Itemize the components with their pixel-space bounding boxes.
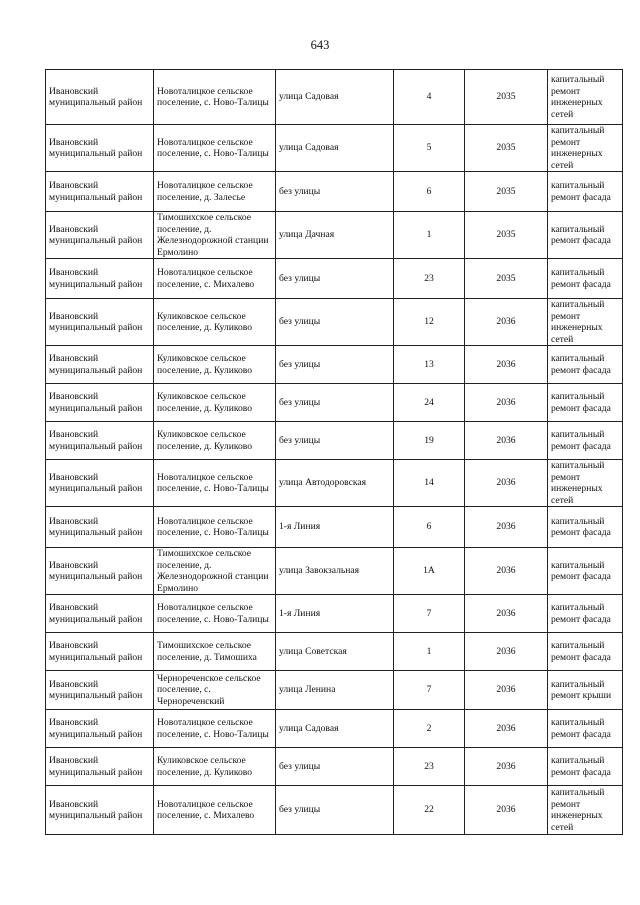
registry-table — [45, 69, 623, 835]
settlement-cell: Куликовское сельское поселение, д. Куликово — [154, 384, 276, 422]
district-cell: Ивановский муниципальный район — [46, 710, 154, 748]
work-type-cell: капитальный ремонт инженерных сетей — [548, 460, 623, 507]
settlement-cell: Новоталицкое сельское поселение, с. Ново-Талицы — [154, 595, 276, 633]
district-cell: Ивановский муниципальный район — [46, 671, 154, 710]
settlement-cell: Тимошихское сельское поселение, д. Железнодорожной станции Ермолино — [154, 548, 276, 595]
table-row — [46, 212, 623, 259]
year-cell: 2036 — [465, 671, 548, 710]
work-type-cell: капитальный ремонт фасада — [548, 172, 623, 212]
house-number-cell: 19 — [394, 422, 465, 460]
street-cell: улица Советская — [276, 633, 394, 671]
work-type-cell: капитальный ремонт фасада — [548, 384, 623, 422]
district-cell: Ивановский муниципальный район — [46, 384, 154, 422]
district-cell: Ивановский муниципальный район — [46, 346, 154, 384]
street-cell: улица Завокзальная — [276, 548, 394, 595]
street-cell: улица Садовая — [276, 125, 394, 172]
year-cell: 2036 — [465, 384, 548, 422]
year-cell: 2036 — [465, 507, 548, 548]
settlement-cell: Тимошихское сельское поселение, д. Тимошиха — [154, 633, 276, 671]
table-row — [46, 259, 623, 299]
work-type-cell: капитальный ремонт фасада — [548, 748, 623, 786]
settlement-cell: Новоталицкое сельское поселение, с. Ново-Талицы — [154, 507, 276, 548]
house-number-cell: 6 — [394, 507, 465, 548]
house-number-cell: 7 — [394, 595, 465, 633]
work-type-cell: капитальный ремонт инженерных сетей — [548, 125, 623, 172]
house-number-cell: 2 — [394, 710, 465, 748]
table-row — [46, 460, 623, 507]
work-type-cell: капитальный ремонт фасада — [548, 422, 623, 460]
work-type-cell: капитальный ремонт фасада — [548, 346, 623, 384]
house-number-cell: 12 — [394, 299, 465, 346]
house-number-cell: 24 — [394, 384, 465, 422]
settlement-cell: Новоталицкое сельское поселение, с. Ново-Талицы — [154, 125, 276, 172]
work-type-cell: капитальный ремонт инженерных сетей — [548, 786, 623, 835]
house-number-cell: 23 — [394, 748, 465, 786]
street-cell: улица Садовая — [276, 70, 394, 125]
year-cell: 2035 — [465, 212, 548, 259]
table-row — [46, 786, 623, 835]
street-cell: без улицы — [276, 259, 394, 299]
table-row — [46, 507, 623, 548]
work-type-cell: капитальный ремонт фасада — [548, 633, 623, 671]
house-number-cell: 6 — [394, 172, 465, 212]
year-cell: 2035 — [465, 125, 548, 172]
year-cell: 2036 — [465, 748, 548, 786]
settlement-cell: Новоталицкое сельское поселение, с. Ново-Талицы — [154, 710, 276, 748]
house-number-cell: 14 — [394, 460, 465, 507]
district-cell: Ивановский муниципальный район — [46, 259, 154, 299]
house-number-cell: 1А — [394, 548, 465, 595]
settlement-cell: Новоталицкое сельское поселение, с. Ново-Талицы — [154, 70, 276, 125]
year-cell: 2036 — [465, 299, 548, 346]
year-cell: 2036 — [465, 595, 548, 633]
table-row — [46, 172, 623, 212]
street-cell: без улицы — [276, 299, 394, 346]
district-cell: Ивановский муниципальный район — [46, 748, 154, 786]
work-type-cell: капитальный ремонт фасада — [548, 212, 623, 259]
street-cell: улица Автодоровская — [276, 460, 394, 507]
street-cell: улица Садовая — [276, 710, 394, 748]
table-row — [46, 595, 623, 633]
work-type-cell: капитальный ремонт фасада — [548, 259, 623, 299]
settlement-cell: Новоталицкое сельское поселение, д. Залесье — [154, 172, 276, 212]
street-cell: без улицы — [276, 422, 394, 460]
district-cell: Ивановский муниципальный район — [46, 548, 154, 595]
house-number-cell: 5 — [394, 125, 465, 172]
street-cell: 1-я Линия — [276, 507, 394, 548]
year-cell: 2035 — [465, 172, 548, 212]
year-cell: 2036 — [465, 710, 548, 748]
work-type-cell: капитальный ремонт инженерных сетей — [548, 70, 623, 125]
year-cell: 2036 — [465, 422, 548, 460]
settlement-cell: Куликовское сельское поселение, д. Куликово — [154, 422, 276, 460]
work-type-cell: капитальный ремонт фасада — [548, 507, 623, 548]
district-cell: Ивановский муниципальный район — [46, 70, 154, 125]
district-cell: Ивановский муниципальный район — [46, 172, 154, 212]
settlement-cell: Куликовское сельское поселение, д. Куликово — [154, 299, 276, 346]
street-cell: 1-я Линия — [276, 595, 394, 633]
settlement-cell: Тимошихское сельское поселение, д. Железнодорожной станции Ермолино — [154, 212, 276, 259]
district-cell: Ивановский муниципальный район — [46, 786, 154, 835]
district-cell: Ивановский муниципальный район — [46, 633, 154, 671]
registry-body — [46, 70, 623, 835]
house-number-cell: 7 — [394, 671, 465, 710]
street-cell: улица Ленина — [276, 671, 394, 710]
district-cell: Ивановский муниципальный район — [46, 212, 154, 259]
year-cell: 2036 — [465, 548, 548, 595]
table-row — [46, 384, 623, 422]
settlement-cell: Новоталицкое сельское поселение, с. Михалево — [154, 786, 276, 835]
settlement-cell: Куликовское сельское поселение, д. Куликово — [154, 346, 276, 384]
table-row — [46, 710, 623, 748]
settlement-cell: Куликовское сельское поселение, д. Куликово — [154, 748, 276, 786]
district-cell: Ивановский муниципальный район — [46, 125, 154, 172]
page-number: 643 — [310, 38, 330, 52]
settlement-cell: Чернореченское сельское поселение, с. Чернореченский — [154, 671, 276, 710]
house-number-cell: 1 — [394, 633, 465, 671]
street-cell: улица Дачная — [276, 212, 394, 259]
district-cell: Ивановский муниципальный район — [46, 460, 154, 507]
work-type-cell: капитальный ремонт инженерных сетей — [548, 299, 623, 346]
year-cell: 2036 — [465, 786, 548, 835]
house-number-cell: 1 — [394, 212, 465, 259]
district-cell: Ивановский муниципальный район — [46, 299, 154, 346]
work-type-cell: капитальный ремонт крыши — [548, 671, 623, 710]
table-row — [46, 633, 623, 671]
district-cell: Ивановский муниципальный район — [46, 507, 154, 548]
street-cell: без улицы — [276, 384, 394, 422]
table-row — [46, 346, 623, 384]
street-cell: без улицы — [276, 172, 394, 212]
table-row — [46, 70, 623, 125]
table-row — [46, 748, 623, 786]
district-cell: Ивановский муниципальный район — [46, 422, 154, 460]
street-cell: без улицы — [276, 786, 394, 835]
table-row — [46, 299, 623, 346]
table-row — [46, 671, 623, 710]
settlement-cell: Новоталицкое сельское поселение, с. Ново-Талицы — [154, 460, 276, 507]
house-number-cell: 4 — [394, 70, 465, 125]
district-cell: Ивановский муниципальный район — [46, 595, 154, 633]
street-cell: без улицы — [276, 748, 394, 786]
year-cell: 2036 — [465, 460, 548, 507]
house-number-cell: 23 — [394, 259, 465, 299]
year-cell: 2035 — [465, 259, 548, 299]
street-cell: без улицы — [276, 346, 394, 384]
house-number-cell: 13 — [394, 346, 465, 384]
table-row — [46, 548, 623, 595]
settlement-cell: Новоталицкое сельское поселение, с. Михалево — [154, 259, 276, 299]
work-type-cell: капитальный ремонт фасада — [548, 595, 623, 633]
house-number-cell: 22 — [394, 786, 465, 835]
table-row — [46, 125, 623, 172]
year-cell: 2036 — [465, 633, 548, 671]
year-cell: 2035 — [465, 70, 548, 125]
work-type-cell: капитальный ремонт фасада — [548, 710, 623, 748]
work-type-cell: капитальный ремонт фасада — [548, 548, 623, 595]
year-cell: 2036 — [465, 346, 548, 384]
table-row — [46, 422, 623, 460]
